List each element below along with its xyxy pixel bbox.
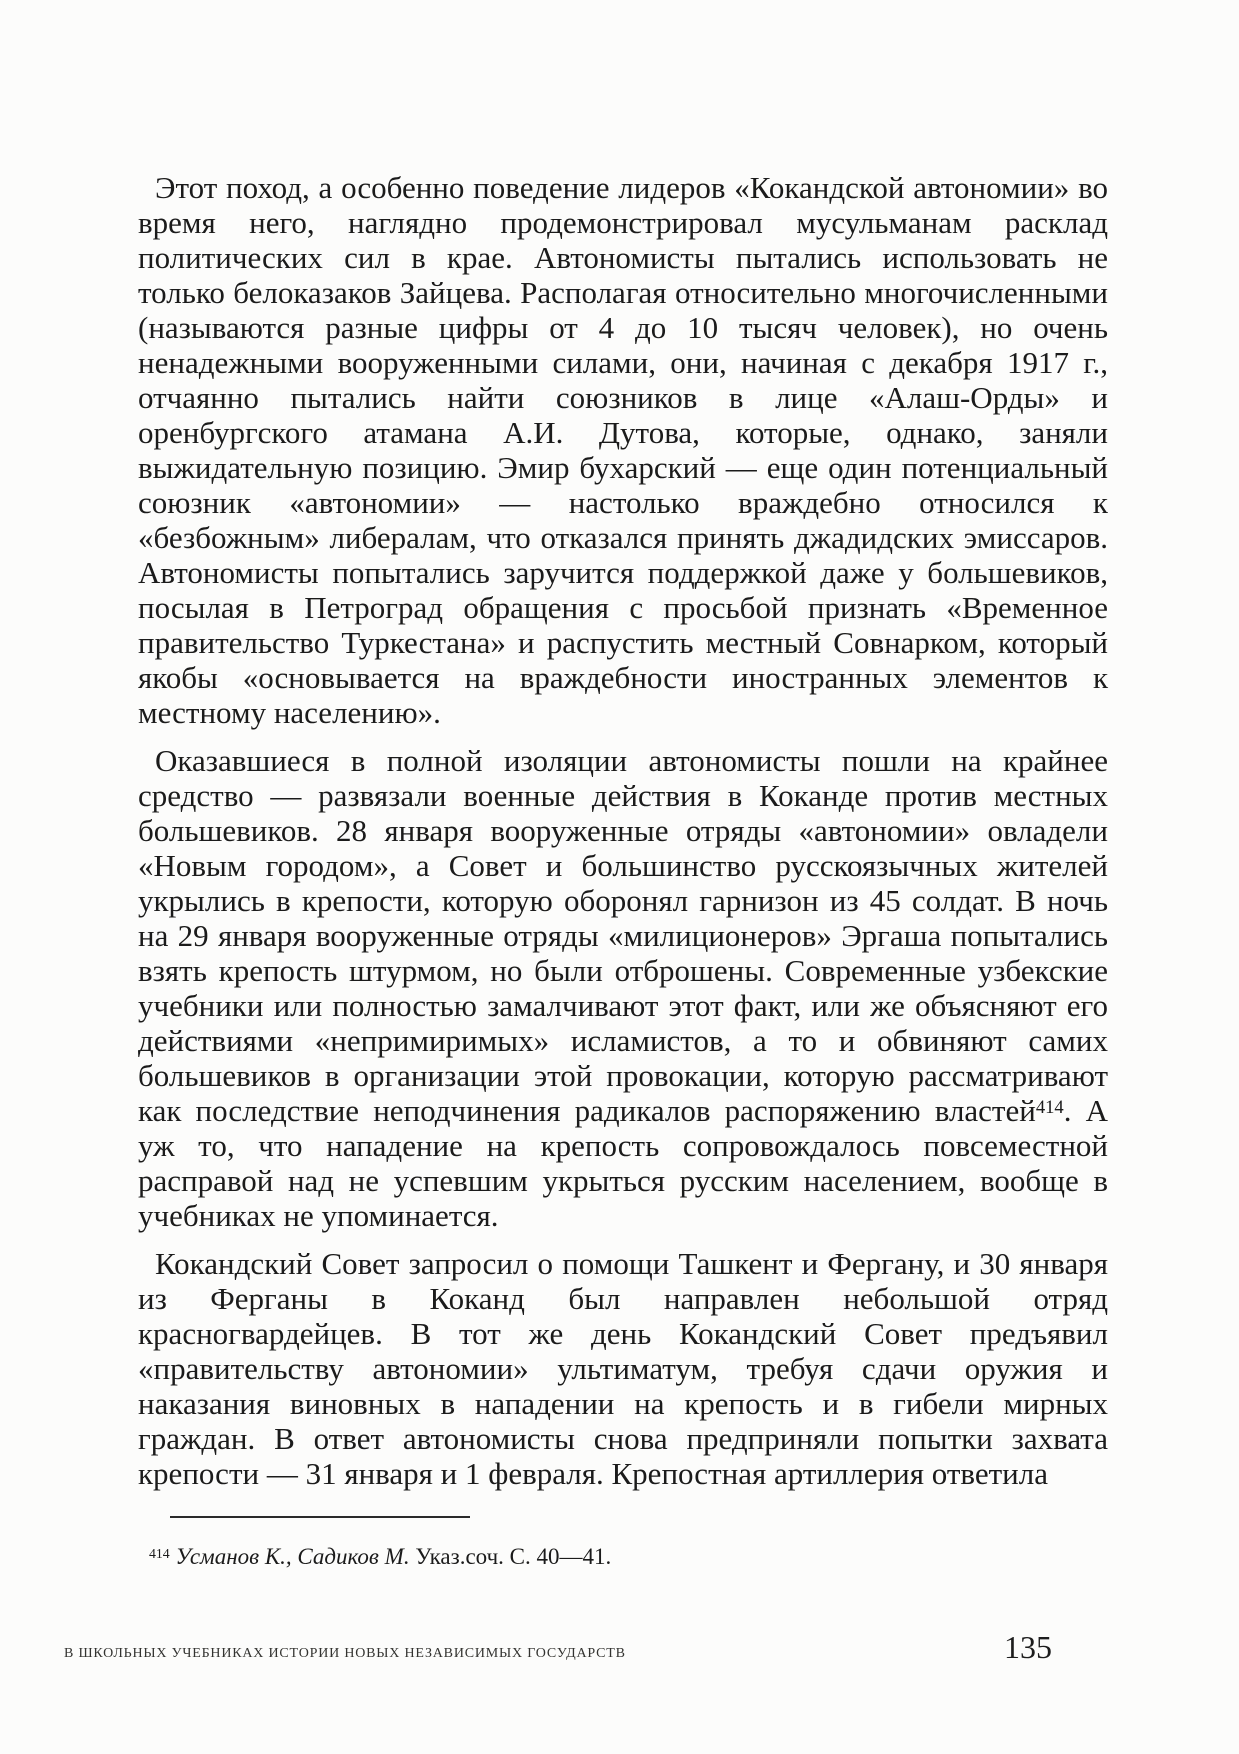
- paragraph-1: Этот поход, а особенно поведение лидеров «Кокандской автономии» во время него, наглядно продемонстрировал мусульманам расклад политических сил в крае. Автономисты пытались использовать не только белоказаков Зайцева. Располагая относительно многочисленными (называются разные цифры от 4 до 10 тысяч человек), но очень ненадежными вооруженными силами, они, начиная с декабря 1917 г., отчаянно пытались найти союзников в лице «Алаш-Орды» и оренбургского атамана А.И. Дутова, которые, однако, заняли выжидательную позицию. Эмир бухарский — еще один потенциальный союзник «автономии» — настолько враждебно относился к «безбожным» либералам, что отказался принять джадидских эмиссаров. Автономисты попытались заручится поддержкой даже у большевиков, посылая в Петроград обращения с просьбой признать «Временное правительство Туркестана» и распустить местный Совнарком, который якобы «основывается на враждебности иностранных элементов к местному населению».: [138, 170, 1108, 730]
- footnote: [138, 1543, 1108, 1571]
- running-title: В ШКОЛЬНЫХ УЧЕБНИКАХ ИСТОРИИ НОВЫХ НЕЗАВИСИМЫХ ГОСУДАРСТВ: [64, 1646, 626, 1661]
- paragraph-2: Оказавшиеся в полной изоляции автономисты пошли на крайнее средство — развязали военные действия в Коканде против местных большевиков. 28 января вооруженные отряды «автономии» овладели «Новым городом», а Совет и большинство русскоязычных жителей укрылись в крепости, которую оборонял гарнизон из 45 солдат. В ночь на 29 января вооруженные отряды «милиционеров» Эргаша попытались взять крепость штурмом, но были отброшены. Современные узбекские учебники или полностью замалчивают этот факт, или же объясняют его действиями «непримиримых» исламистов, а то и обвиняют самих большевиков в организации этой провокации, которую рассматривают как последствие неподчинения радикалов распоряжению властей$^{414}$. А уж то, что нападение на крепость сопровождалось повсеместной расправой над не успевшим укрыться русским населением, вообще в учебниках не упоминается.: [138, 743, 1108, 1233]
- footnote-body: Усманов К., Садиков М. Указ.соч. С. 40—41.: [175, 1544, 612, 1569]
- page-body: [138, 170, 1108, 1504]
- paragraph-3: Кокандский Совет запросил о помощи Ташкент и Фергану, и 30 января из Ферганы в Коканд был направлен небольшой отряд красногвардейцев. В тот же день Кокандский Совет предъявил «правительству автономии» ультиматум, требуя сдачи оружия и наказания виновных в нападении на крепость и в гибели мирных граждан. В ответ автономисты снова предприняли попытки захвата крепости — 31 января и 1 февраля. Крепостная артиллерия ответила: [138, 1246, 1108, 1491]
- footnote-text: [138, 1543, 1108, 1571]
- footnote-marker: 414: [149, 1545, 170, 1561]
- footnote-separator: [170, 1516, 470, 1518]
- page-number: 135: [1004, 1629, 1052, 1665]
